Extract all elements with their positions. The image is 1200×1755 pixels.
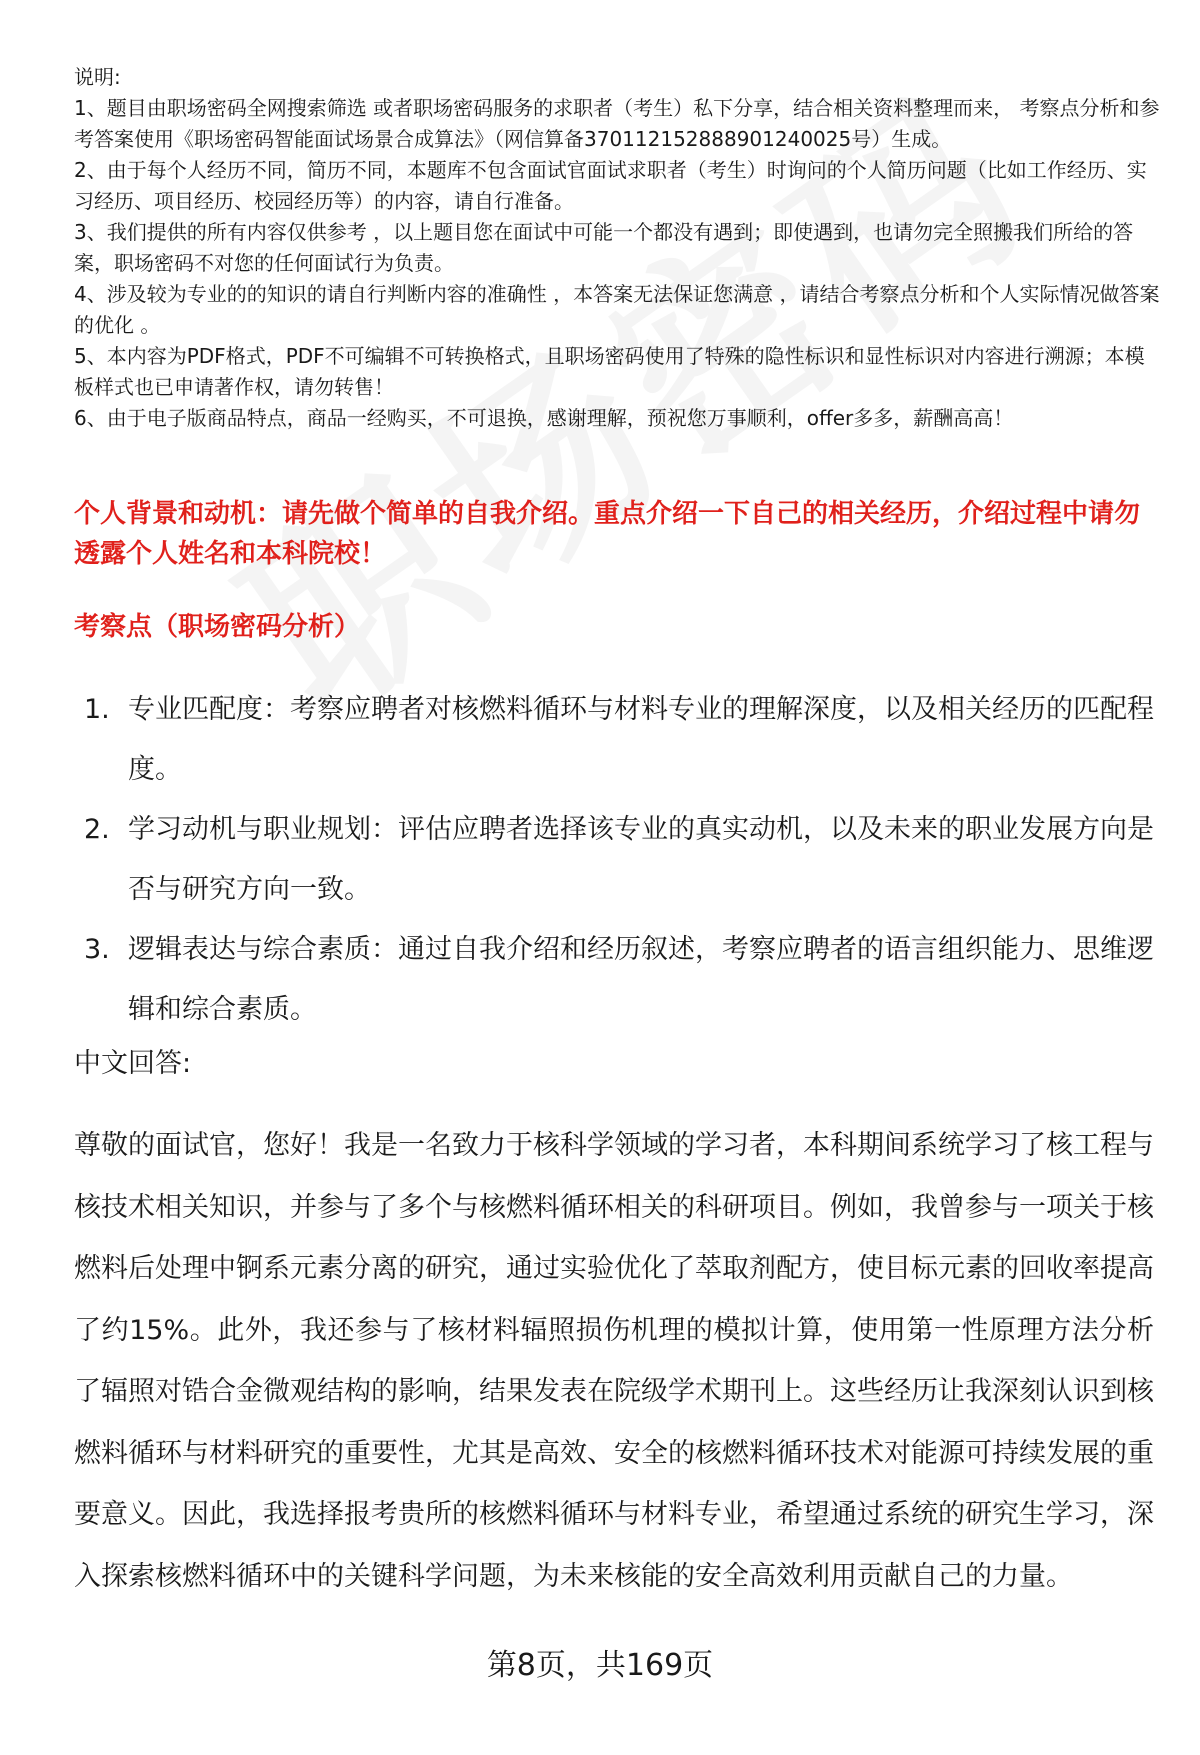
analysis-point [84, 680, 1164, 800]
point-number: 1. [84, 694, 110, 725]
answer-text: 尊敬的面试官，您好！我是一名致力于核科学领域的学习者，本科期间系统学习了核工程与核技术相关知识，并参与了多个与核燃料循环相关的科研项目。例如，我曾参与一项关于核燃料后处理中锕系元素分离的研究，通过实验优化了萃取剂配方，使目标元素的回收率提高了约15%。此外，我还参与了核材料辐照损伤机理的模拟计算，使用第一性原理方法分析了辐照对锆合金微观结构的影响，结果发表在院级学术期刊上。这些经历让我深刻认识到核燃料循环与材料研究的重要性，尤其是高效、安全的核燃料循环技术对能源可持续发展的重要意义。因此，我选择报考贵所的核燃料循环与材料专业，希望通过系统的研究生学习，深入探索核燃料循环中的关键科学问题，为未来核能的安全高效利用贡献自己的力量。 [74, 1130, 1154, 1592]
analysis-points [84, 680, 1164, 1040]
point-text: 逻辑表达与综合素质：通过自我介绍和经历叙述，考察应聘者的语言组织能力、思维逻辑和综合素质。 [128, 934, 1154, 1025]
point-text: 专业匹配度：考察应聘者对核燃料循环与材料专业的理解深度，以及相关经历的匹配程度。 [128, 694, 1154, 785]
notes-title: 说明: [74, 65, 121, 89]
question-heading: 个人背景和动机：请先做个简单的自我介绍。重点介绍一下自己的相关经历，介绍过程中请勿透露个人姓名和本科院校！ [74, 499, 1141, 569]
note-item: 2、由于每个人经历不同，简历不同，本题库不包含面试官面试求职者（考生）时询问的个人简历问题（比如工作经历、实习经历、项目经历、校园经历等）的内容，请自行准备。 [74, 158, 1147, 213]
analysis-heading: 考察点（职场密码分析） [74, 612, 361, 642]
analysis-point [84, 920, 1164, 1040]
analysis-point [84, 800, 1164, 920]
point-text: 学习动机与职业规划：评估应聘者选择该专业的真实动机，以及未来的职业发展方向是否与研究方向一致。 [128, 814, 1154, 905]
note-item: 6、由于电子版商品特点，商品一经购买，不可退换，感谢理解，预祝您万事顺利，offer多多，薪酬高高！ [74, 406, 1014, 430]
notes-section [74, 62, 1164, 434]
note-item: 4、涉及较为专业的的知识的请自行判断内容的准确性 ，本答案无法保证您满意 ，请结合考察点分析和个人实际情况做答案的优化 。 [74, 282, 1160, 337]
note-item: 1、题目由职场密码全网搜索筛选 或者职场密码服务的求职者（考生）私下分享，结合相关资料整理而来， 考察点分析和参考答案使用《职场密码智能面试场景合成算法》（网信算备370112152888901240025号）生成。 [74, 96, 1160, 151]
note-item: 5、本内容为PDF格式，PDF不可编辑不可转换格式，且职场密码使用了特殊的隐性标识和显性标识对内容进行溯源；本模板样式也已申请著作权，请勿转售！ [74, 344, 1145, 399]
note-item: 3、我们提供的所有内容仅供参考 ，以上题目您在面试中可能一个都没有遇到；即使遇到，也请勿完全照搬我们所给的答案，职场密码不对您的任何面试行为负责。 [74, 220, 1134, 275]
point-number: 3. [84, 934, 110, 965]
answer-label: 中文回答: [74, 1048, 192, 1079]
point-number: 2. [84, 814, 110, 845]
page-footer: 第8页，共169页 [486, 1648, 714, 1683]
